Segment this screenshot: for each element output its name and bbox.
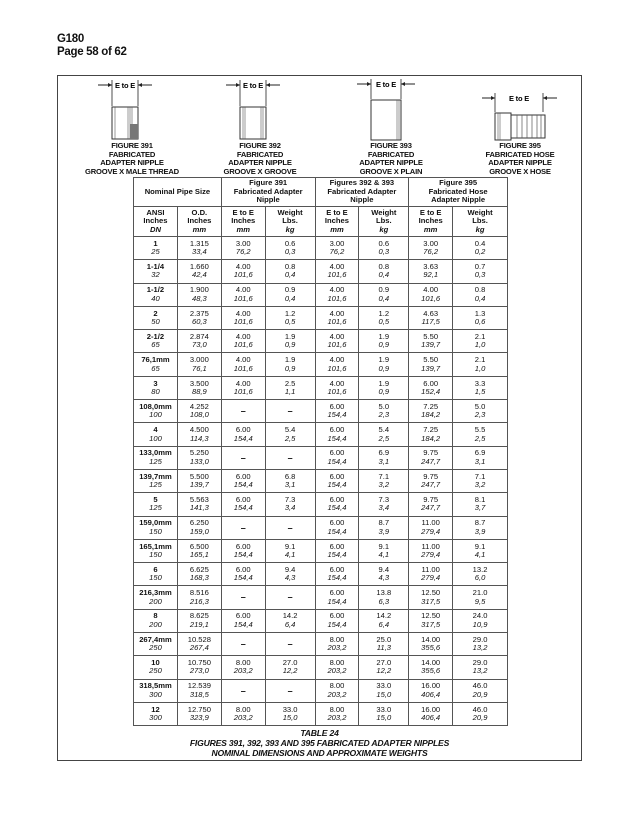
table-caption [57,728,582,758]
table-cell: 5 125 [134,493,178,516]
table-cell: 139,7mm 125 [134,469,178,492]
dim-label: E to E [508,94,530,103]
table-cell: 0.4 0,2 [453,237,508,260]
table-cell: 5.50 139,7 [409,330,453,353]
table-row [134,283,508,306]
column-header: E to E Inches mm [315,207,359,237]
table-cell: 6.00 154,4 [315,539,359,562]
table-cell: – [265,586,315,609]
column-header: E to E Inches mm [409,207,453,237]
table-cell: 9.4 4,3 [359,563,409,586]
figure-391 [62,80,202,176]
group-header-nominal-pipe-size: Nominal Pipe Size [134,178,222,207]
table-cell: – [221,679,265,702]
table-row [134,260,508,283]
table-cell: 1-1/4 32 [134,260,178,283]
table-cell: 9.1 4,1 [453,539,508,562]
table-cell: 7.1 3,2 [453,469,508,492]
group-header-figures-392-393: Figures 392 & 393 Fabricated Adapter Nipple [315,178,409,207]
table-cell: 5.500 139,7 [177,469,221,492]
table-cell: 9.75 247,7 [409,493,453,516]
table-cell: 1.9 0,9 [359,353,409,376]
table-cell: 11.00 279,4 [409,563,453,586]
table-cell: 6.00 154,4 [315,516,359,539]
figure-caption: FIGURE 392 FABRICATED ADAPTER NIPPLE GROOVE X GROOVE [223,141,297,176]
table-cell: 16.00 406,4 [409,679,453,702]
table-row [134,493,508,516]
table-cell: 27.0 12,2 [265,656,315,679]
table-cell: 29.0 13,2 [453,633,508,656]
figure-caption: FIGURE 395 FABRICATED HOSE ADAPTER NIPPLE GROOVE X HOSE [485,141,555,176]
table-cell: 2.375 60,3 [177,306,221,329]
table-cell: 3.500 88,9 [177,376,221,399]
table-cell: 1.9 0,9 [359,376,409,399]
table-cell: 5.250 133,0 [177,446,221,469]
table-cell: 1.3 0,6 [453,306,508,329]
table-cell: 11.00 279,4 [409,539,453,562]
document-header [57,33,127,59]
table-cell: 6.00 154,4 [221,469,265,492]
table-cell: 6.00 154,4 [315,400,359,423]
table-cell: 1.315 33,4 [177,237,221,260]
table-cell: 6.00 154,4 [315,586,359,609]
table-cell: 6.00 154,4 [221,493,265,516]
table-cell: 0.8 0,4 [265,260,315,283]
table-row [134,423,508,446]
table-row [134,306,508,329]
table-row [134,563,508,586]
table-cell: 3.00 76,2 [409,237,453,260]
table-cell: 3.3 1,5 [453,376,508,399]
column-header: Weight Lbs. kg [265,207,315,237]
table-cell: 1-1/2 40 [134,283,178,306]
table-cell: – [265,516,315,539]
table-cell: 4.00 101,6 [315,376,359,399]
dim-label: E to E [375,80,397,89]
table-cell: 21.0 9,5 [453,586,508,609]
table-cell: 6.00 154,4 [221,563,265,586]
table-cell: 8.00 203,2 [315,633,359,656]
table-row [134,656,508,679]
table-cell: 6.9 3,1 [453,446,508,469]
table-cell: 7.25 184,2 [409,423,453,446]
table-cell: 6.9 3,1 [359,446,409,469]
table-cell: 1.9 0,9 [359,330,409,353]
table-row [134,702,508,725]
table-cell: – [221,586,265,609]
table-cell: 7.25 184,2 [409,400,453,423]
figure-393 [321,79,461,176]
table-cell: 5.0 2,3 [359,400,409,423]
table-row [134,400,508,423]
nipple-groove-plain-drawing [321,79,461,142]
table-cell: 12.750 323,9 [177,702,221,725]
table-cell: 6.00 152,4 [409,376,453,399]
group-header-figure-395: Figure 395 Fabricated Hose Adapter Nipple [409,178,508,207]
table-cell: 4.63 117,5 [409,306,453,329]
table-cell: 6.00 154,4 [221,539,265,562]
table-cell: 8.516 216,3 [177,586,221,609]
table-cell: 1.9 0,9 [265,353,315,376]
table-cell: 8.00 203,2 [315,679,359,702]
table-cell: 0.8 0,4 [453,283,508,306]
table-cell: 14.2 6,4 [359,609,409,632]
table-cell: 3.000 76,1 [177,353,221,376]
table-cell: 216,3mm 200 [134,586,178,609]
table-cell: 159,0mm 150 [134,516,178,539]
table-row [134,469,508,492]
table-cell: 2.5 1,1 [265,376,315,399]
table-cell: 0.8 0,4 [359,260,409,283]
table-cell: 4.00 101,6 [409,283,453,306]
table-cell: – [265,400,315,423]
table-body [134,237,508,726]
table-cell: 1.2 0,5 [265,306,315,329]
table-row [134,446,508,469]
table-cell: 6.00 154,4 [221,609,265,632]
table-cell: 33.0 15,0 [359,679,409,702]
table-cell: 12.50 317,5 [409,586,453,609]
table-number: TABLE 24 [300,728,339,738]
table-cell: 2 50 [134,306,178,329]
table-cell: 8.00 203,2 [221,702,265,725]
table-cell: 5.4 2,5 [359,423,409,446]
table-row [134,586,508,609]
table-row [134,376,508,399]
dim-label: E to E [242,81,264,90]
table-cell: 0.6 0,3 [265,237,315,260]
table-cell: 8.7 3,9 [453,516,508,539]
figure-392 [190,80,330,176]
table-cell: – [221,446,265,469]
table-cell: 6.00 154,4 [315,469,359,492]
table-cell: 4.500 114,3 [177,423,221,446]
group-header-figure-391: Figure 391 Fabricated Adapter Nipple [221,178,315,207]
table-subtitle: NOMINAL DIMENSIONS AND APPROXIMATE WEIGHTS [211,748,428,758]
table-cell: 0.9 0,4 [359,283,409,306]
hose-nipple-groove-hose-drawing [460,92,580,142]
table-cell: 4.00 101,6 [221,306,265,329]
column-header-row [134,207,508,237]
table-cell: 11.00 279,4 [409,516,453,539]
table-cell: 3.00 76,2 [315,237,359,260]
table-cell: 4.00 101,6 [221,353,265,376]
table-cell: 2.1 1,0 [453,330,508,353]
table-cell: 25.0 11,3 [359,633,409,656]
table-row [134,633,508,656]
table-cell: 6.00 154,4 [315,446,359,469]
table-cell: 8.1 3,7 [453,493,508,516]
table-cell: – [221,516,265,539]
table-cell: 4.252 108,0 [177,400,221,423]
table-cell: 8.00 203,2 [315,702,359,725]
table-cell: 8.00 203,2 [315,656,359,679]
table-cell: 10.528 267,4 [177,633,221,656]
table-cell: 12.50 317,5 [409,609,453,632]
dim-label: E to E [114,81,136,90]
table-cell: 0.9 0,4 [265,283,315,306]
table-cell: 7.3 3,4 [359,493,409,516]
table-cell: 9.4 4,3 [265,563,315,586]
figure-caption: FIGURE 393 FABRICATED ADAPTER NIPPLE GROOVE X PLAIN [359,141,423,176]
column-header: Weight Lbs. kg [359,207,409,237]
table-cell: 2.1 1,0 [453,353,508,376]
table-cell: 1.660 42,4 [177,260,221,283]
table-cell: – [265,446,315,469]
table-cell: 1.900 48,3 [177,283,221,306]
table-cell: 12 300 [134,702,178,725]
table-cell: 8.00 203,2 [221,656,265,679]
table-cell: 5.0 2,3 [453,400,508,423]
nipple-groove-male-thread-drawing [62,80,202,142]
nipple-groove-groove-drawing [190,80,330,142]
table-cell: 4 100 [134,423,178,446]
table-cell: 8 200 [134,609,178,632]
column-header: ANSI Inches DN [134,207,178,237]
table-cell: 9.75 247,7 [409,469,453,492]
table-cell: 318,5mm 300 [134,679,178,702]
table-cell: 6.00 154,4 [315,563,359,586]
table-cell: 9.1 4,1 [359,539,409,562]
table-cell: 5.4 2,5 [265,423,315,446]
table-row [134,539,508,562]
table-cell: 8.7 3,9 [359,516,409,539]
table-cell: 6.250 159,0 [177,516,221,539]
table-cell: 4.00 101,6 [221,260,265,283]
table-cell: 165,1mm 150 [134,539,178,562]
table-row [134,609,508,632]
column-header: E to E Inches mm [221,207,265,237]
table-cell: 16.00 406,4 [409,702,453,725]
table-cell: 2-1/2 65 [134,330,178,353]
table-cell: 9.1 4,1 [265,539,315,562]
table-row [134,353,508,376]
table-cell: – [221,400,265,423]
table-cell: 14.00 355,6 [409,656,453,679]
table-cell: 4.00 101,6 [315,260,359,283]
table-cell: – [221,633,265,656]
column-header: O.D. Inches mm [177,207,221,237]
table-cell: 7.1 3,2 [359,469,409,492]
table-cell: 2.874 73,0 [177,330,221,353]
column-header: Weight Lbs. kg [453,207,508,237]
table-cell: 29.0 13,2 [453,656,508,679]
table-cell: 33.0 15,0 [359,702,409,725]
table-row [134,330,508,353]
table-cell: 24.0 10,9 [453,609,508,632]
table-cell: 3.00 76,2 [221,237,265,260]
table-cell: 6.00 154,4 [315,423,359,446]
figure-395 [460,92,580,176]
table-cell: 14.2 6,4 [265,609,315,632]
table-cell: 4.00 101,6 [221,376,265,399]
table-cell: – [265,679,315,702]
table-cell: 6 150 [134,563,178,586]
table-cell: 0.6 0,3 [359,237,409,260]
table-cell: 13.2 6,0 [453,563,508,586]
table-row [134,516,508,539]
table-cell: 5.5 2,5 [453,423,508,446]
table-cell: 4.00 101,6 [315,283,359,306]
table-cell: 1 25 [134,237,178,260]
table-cell: 6.00 154,4 [315,493,359,516]
table-cell: 14.00 355,6 [409,633,453,656]
table-cell: 6.8 3,1 [265,469,315,492]
table-cell: 4.00 101,6 [315,306,359,329]
table-cell: 267,4mm 250 [134,633,178,656]
table-cell: 6.00 154,4 [315,609,359,632]
table-cell: 46.0 20,9 [453,702,508,725]
table-cell: 13.8 6,3 [359,586,409,609]
table-cell: 8.625 219,1 [177,609,221,632]
table-cell: 4.00 101,6 [221,283,265,306]
table-cell: 10.750 273,0 [177,656,221,679]
table-cell: 4.00 101,6 [315,330,359,353]
table-cell: 0.7 0,3 [453,260,508,283]
table-cell: 4.00 101,6 [315,353,359,376]
table-cell: 1.9 0,9 [265,330,315,353]
table-cell: 9.75 247,7 [409,446,453,469]
table-cell: 46.0 20,9 [453,679,508,702]
table-cell: 6.00 154,4 [221,423,265,446]
table-cell: 5.50 139,7 [409,353,453,376]
table-title: FIGURES 391, 392, 393 AND 395 FABRICATED ADAPTER NIPPLES [189,738,450,748]
document-id: G180 [57,33,84,45]
table-cell: 5.563 141,3 [177,493,221,516]
figure-caption: FIGURE 391 FABRICATED ADAPTER NIPPLE GROOVE X MALE THREAD [85,141,179,176]
table-cell: 76,1mm 65 [134,353,178,376]
group-header-row [134,178,508,207]
table-cell: 33.0 15,0 [265,702,315,725]
table-cell: 7.3 3,4 [265,493,315,516]
table-cell: 108,0mm 100 [134,400,178,423]
table-cell: 6.625 168,3 [177,563,221,586]
table-cell: 12.539 318,5 [177,679,221,702]
table-cell: 27.0 12,2 [359,656,409,679]
table-cell: 6.500 165,1 [177,539,221,562]
table-cell: – [265,633,315,656]
table-cell: 133,0mm 125 [134,446,178,469]
table-cell: 1.2 0,5 [359,306,409,329]
page-indicator: Page 58 of 62 [57,46,127,58]
table-cell: 3.63 92,1 [409,260,453,283]
table-cell: 4.00 101,6 [221,330,265,353]
dimensions-table [133,177,508,726]
table-row [134,679,508,702]
table-cell: 3 80 [134,376,178,399]
table-cell: 10 250 [134,656,178,679]
table-row [134,237,508,260]
